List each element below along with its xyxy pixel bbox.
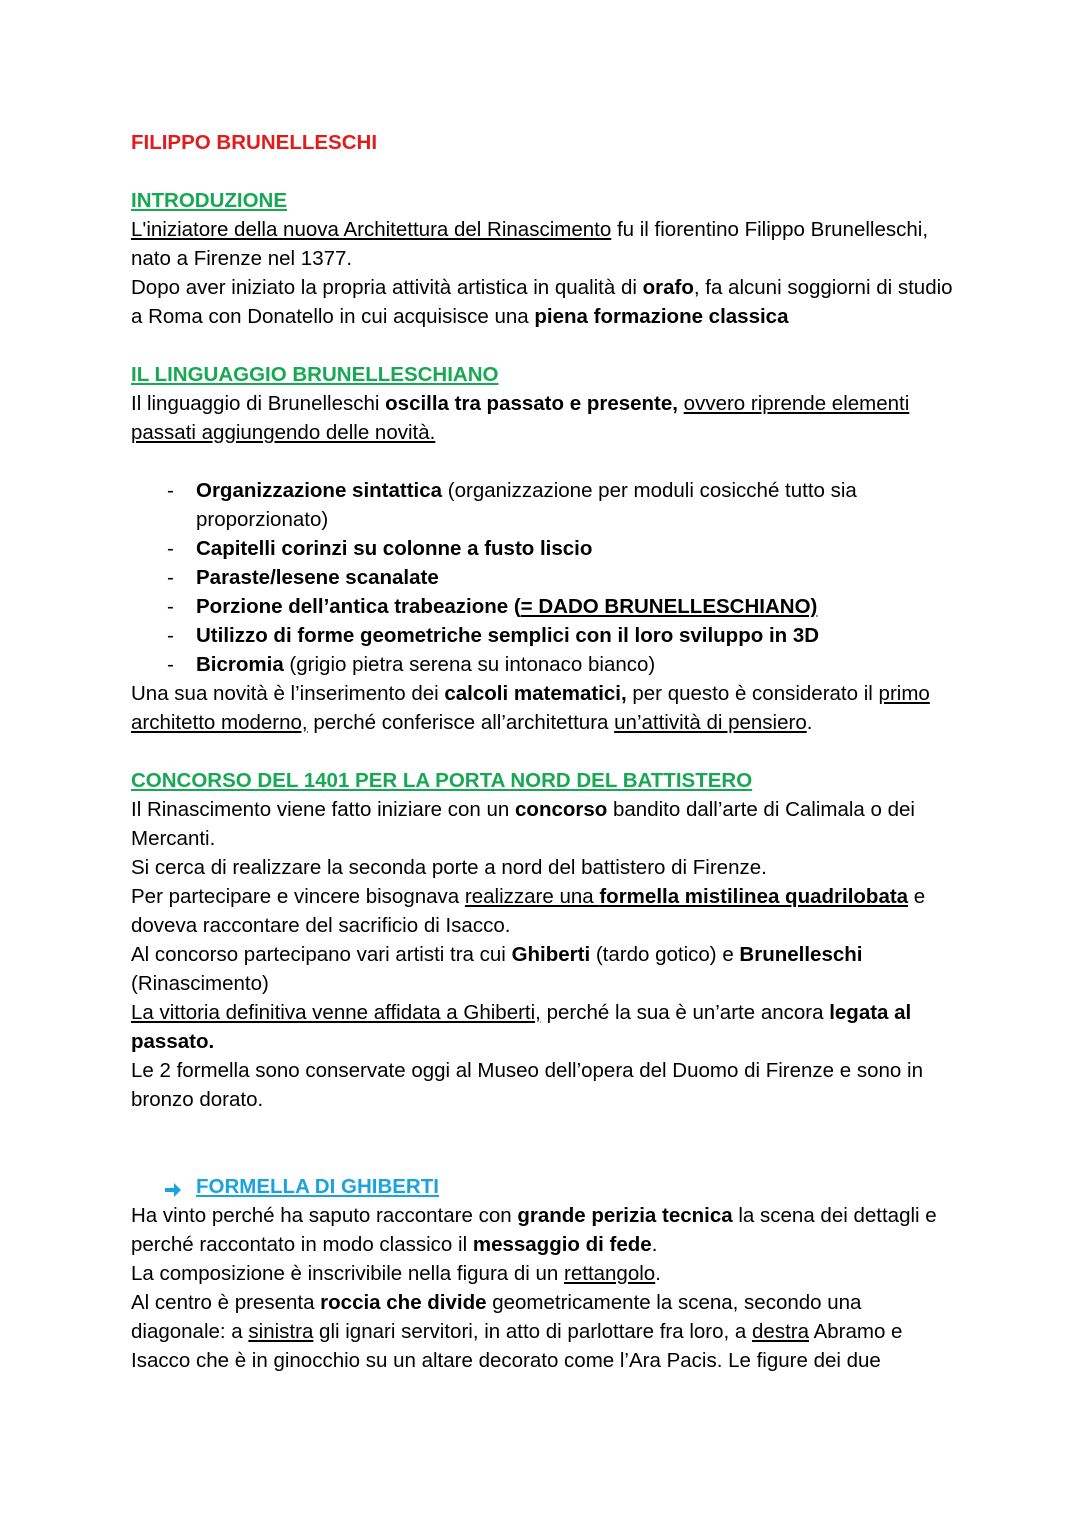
bold-text: oscilla tra passato e presente, — [385, 392, 678, 415]
bold-text: Bicromia — [196, 653, 284, 676]
bold-text: Paraste/lesene scanalate — [196, 566, 439, 589]
list-item — [196, 650, 961, 679]
intro-paragraph-2 — [131, 273, 961, 331]
text-span: (tardo gotico) e — [590, 943, 740, 966]
formella-heading-text: FORMELLA DI GHIBERTI — [196, 1175, 439, 1198]
formella-paragraph-2 — [131, 1259, 961, 1288]
text-span: perché conferisce all’architettura — [307, 711, 615, 734]
text-span: Una sua novità è l’inserimento dei — [131, 682, 445, 705]
subsection-heading-formella — [164, 1172, 961, 1201]
text-span: per questo è considerato il — [626, 682, 879, 705]
bold-text: Porzione dell’antica trabeazione ( — [196, 595, 521, 618]
text-span: , fa alcuni soggiorni di studio a Roma con Donatello in cui acquisisce una — [131, 276, 953, 328]
bold-text: grande perizia tecnica — [517, 1204, 733, 1227]
document-body — [131, 128, 961, 1375]
list-item — [196, 476, 961, 534]
text-span: e doveva raccontare del sacrificio di Isacco. — [131, 885, 926, 937]
text-span: Abramo e Isacco che è in ginocchio su un altare decorato come l’Ara Pacis. Le figure dei due — [131, 1320, 903, 1372]
underlined-text: ovvero riprende elementi passati aggiungendo delle novità. — [131, 392, 910, 444]
text-span: Ha vinto perché ha saputo raccontare con — [131, 1204, 518, 1227]
bold-text: calcoli matematici, — [444, 682, 627, 705]
formella-paragraph-3 — [131, 1288, 961, 1375]
underlined-text: rettangolo — [564, 1262, 656, 1285]
text-span: Dopo aver iniziato la propria attività artistica in qualità di — [131, 276, 643, 299]
text-span: geometricamente la scena, secondo una diagonale: a — [131, 1291, 862, 1343]
list-item — [196, 534, 961, 563]
text-span: . — [655, 1262, 661, 1285]
underlined-text: destra — [752, 1320, 809, 1343]
linguaggio-paragraph-1 — [131, 389, 961, 447]
section-heading-linguaggio: IL LINGUAGGIO BRUNELLESCHIANO — [131, 363, 499, 386]
text-span: (Rinascimento) — [131, 972, 269, 995]
bold-text: concorso — [515, 798, 608, 821]
linguaggio-paragraph-2 — [131, 679, 961, 737]
bold-text: roccia che divide — [320, 1291, 487, 1314]
arrow-right-icon — [164, 1178, 182, 1196]
text-span: Per partecipare e vincere bisognava — [131, 885, 465, 908]
text-span: Al concorso partecipano vari artisti tra cui — [131, 943, 512, 966]
intro-paragraph-1 — [131, 215, 961, 273]
bold-text: Ghiberti — [511, 943, 591, 966]
list-item — [196, 563, 961, 592]
text-span: perché la sua è un’arte ancora — [540, 1001, 830, 1024]
list-item — [196, 592, 961, 621]
text-span: la scena dei dettagli e perché raccontato in modo classico il — [131, 1204, 937, 1256]
bold-text: piena formazione classica — [534, 305, 789, 328]
features-list — [131, 476, 961, 679]
bold-underlined-text: = DADO BRUNELLESCHIANO) — [520, 595, 818, 618]
text-span: (organizzazione per moduli cosicché tutto sia proporzionato) — [196, 479, 857, 531]
text-span: La composizione è inscrivibile nella figura di un — [131, 1262, 565, 1285]
concorso-paragraph-5 — [131, 998, 961, 1056]
text-span: gli ignari servitori, in atto di parlottare fra loro, a — [313, 1320, 753, 1343]
text-span: fu il fiorentino Filippo Brunelleschi, nato a Firenze nel 1377. — [131, 218, 929, 270]
bold-text: Brunelleschi — [739, 943, 863, 966]
text-span: Il Rinascimento viene fatto iniziare con un — [131, 798, 516, 821]
concorso-paragraph-3 — [131, 882, 961, 940]
underlined-text: L'iniziatore della nuova Architettura del Rinascimento — [131, 218, 612, 241]
underlined-text: primo architetto moderno, — [131, 682, 930, 734]
bold-text: orafo — [642, 276, 694, 299]
concorso-paragraph-4 — [131, 940, 961, 998]
text-span: (grigio pietra serena su intonaco bianco) — [283, 653, 656, 676]
bold-text: Capitelli corinzi su colonne a fusto liscio — [196, 537, 593, 560]
underlined-text: sinistra — [248, 1320, 314, 1343]
concorso-paragraph-6: Le 2 formella sono conservate oggi al Museo dell’opera del Duomo di Firenze e sono in bronzo dorato. — [131, 1059, 923, 1111]
underlined-text: realizzare una — [464, 885, 600, 908]
bold-text: messaggio di fede — [472, 1233, 652, 1256]
section-heading-concorso: CONCORSO DEL 1401 PER LA PORTA NORD DEL BATTISTERO — [131, 769, 753, 792]
section-heading-introduzione: INTRODUZIONE — [131, 189, 288, 212]
text-span: Il linguaggio di Brunelleschi — [131, 392, 386, 415]
formella-paragraph-1 — [131, 1201, 961, 1259]
concorso-paragraph-2: Si cerca di realizzare la seconda porte a nord del battistero di Firenze. — [131, 856, 767, 879]
text-span: bandito dall’arte di Calimala o dei Mercanti. — [131, 798, 915, 850]
text-span: Al centro è presenta — [131, 1291, 321, 1314]
bold-underlined-text: formella mistilinea quadrilobata — [599, 885, 909, 908]
bold-text: legata al passato. — [131, 1001, 912, 1053]
text-span: . — [806, 711, 813, 734]
document-title: FILIPPO BRUNELLESCHI — [131, 131, 378, 154]
bold-text: Organizzazione sintattica — [196, 479, 443, 502]
text-span: . — [651, 1233, 658, 1256]
underlined-text: un’attività di pensiero — [614, 711, 807, 734]
underlined-text: La vittoria definitiva venne affidata a Ghiberti, — [131, 1001, 541, 1024]
concorso-paragraph-1 — [131, 795, 961, 853]
bold-text: Utilizzo di forme geometriche semplici con il loro sviluppo in 3D — [196, 624, 820, 647]
list-item — [196, 621, 961, 650]
